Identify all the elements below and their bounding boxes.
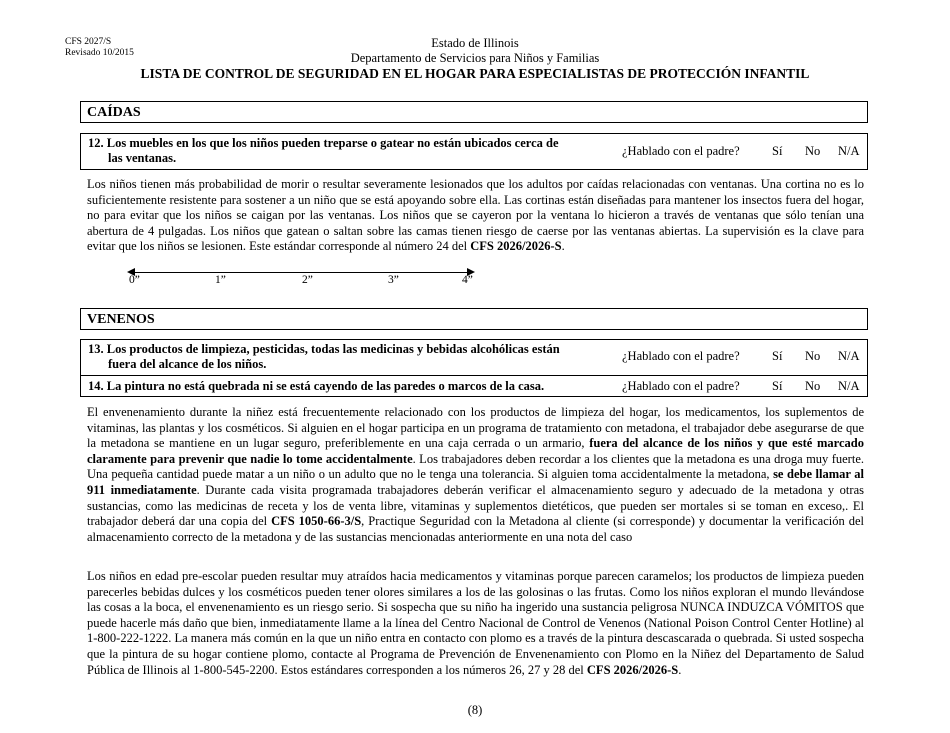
- ruler-tick-2: 2”: [302, 274, 313, 286]
- item-13-asked-parent[interactable]: ¿Hablado con el padre?: [622, 349, 740, 363]
- item-14-no-option[interactable]: No: [805, 379, 821, 393]
- item-12-asked-parent[interactable]: ¿Hablado con el padre?: [622, 144, 740, 158]
- item-12-yes-option[interactable]: Sí: [772, 144, 783, 158]
- item-12-text: 12. Los muebles en los que los niños pueden treparse o gatear no están ubicados cerca de las ventanas.: [88, 136, 559, 165]
- item-14-text: 14. La pintura no está quebrada ni se está cayendo de las paredes o marcos de la casa.: [88, 379, 545, 393]
- item-13-na-option[interactable]: N/A: [838, 349, 860, 363]
- falls-explanation-end: .: [561, 239, 565, 254]
- poisons-p1-part-c: . Los trabajadores deben recordar a los clientes que la metadona es una droga muy fuerte. Una pequeña cantidad puede matar a un niño o un adulto que no le tenga una tolerancia. Si alguien toma accidentalmente la metadona,: [87, 451, 864, 482]
- ruler-line: [132, 272, 472, 273]
- item-12-na-option[interactable]: N/A: [838, 144, 860, 158]
- poisons-p1-part-a: El envenenamiento durante la niñez está frecuentemente relacionado con los productos de limpieza del hogar, los medicamentos, los suplementos de vitaminas, las plantas y los cosméticos. Si alguien en el hogar participa en un programa de tratamiento con metadona, el trabajador debe asegurarse de que la metadona se mantiene en un lugar seguro, preferiblemente en una caja cerrada o un armario,: [87, 405, 864, 451]
- poisons-p1-bold-911: se debe llamar al 911 inmediatamente: [87, 467, 865, 497]
- ruler-tick-3: 3”: [388, 274, 399, 286]
- falls-explanation: [87, 177, 864, 255]
- item-13-text: 13. Los productos de limpieza, pesticidas, todas las medicinas y bebidas alcohólicas están fuera del alcance de los niños.: [88, 342, 560, 371]
- item-13-yes-option[interactable]: Sí: [772, 349, 783, 363]
- page-number: (8): [467, 703, 483, 717]
- item-12-no-option[interactable]: No: [805, 144, 821, 158]
- falls-explanation-text: Los niños tienen más probabilidad de morir o resultar severamente lesionados que los adultos por caídas relacionadas con ventanas. Una cortina no es lo suficientemente resistente para sostener a un niño que se está apoyando sobre ella. Las cortinas están diseñadas para mantener los insectos fuera del hogar, no para evitar que los niños se caigan por las ventanas. Los niños que se cayeron por la ventana lo hicieron a través de ventanas que sólo tenían una abertura de 4 pulgadas. Los niños que gatean o saltan sobre las camas tienen riesgo de caerse por las ventanas abiertas. La supervisión es la clave para evitar que los niños se lesionen. Este estándar corresponde al número 24 del: [87, 177, 864, 254]
- item-14-na-option[interactable]: N/A: [838, 379, 860, 393]
- ruler-tick-1: 1”: [215, 274, 226, 286]
- section-heading-poisons: VENENOS: [80, 308, 868, 330]
- form-number: CFS 2027/S: [65, 37, 112, 47]
- poisons-p2-standard-ref: CFS 2026/2026-S: [586, 662, 679, 677]
- state-name: Estado de Illinois: [431, 36, 519, 50]
- poisons-p1-bold-storage: fuera del alcance de los niños y que esté marcado claramente para prevenir que nadie lo tome accidentalmente: [87, 436, 864, 466]
- poisons-p2-end: .: [678, 662, 682, 677]
- form-revision: Revisado 10/2015: [65, 48, 134, 58]
- poisons-p2-text: Los niños en edad pre-escolar pueden resultar muy atraídos hacia medicamentos y vitaminas porque parecen caramelos; los productos de limpieza pueden parecerles bebidas dulces y los cosméticos pueden tener olores similares a los de las golosinas o las frutas. Como los niños exploran el mundo llevándose las cosas a la boca, el envenenamiento es un riesgo serio. Si sospecha que su niño ha ingerido una sustancia peligrosa NUNCA INDUZCA VÓMITOS que puede hacerle más daño que bien, inmediatamente llame a la línea del Centro Nacional de Control de Venenos (National Poison Control Center Hotline) al 1-800-222-1222. La manera más común en la que un niño entra en contacto con plomo es a través de la pintura descascarada o quebrada. Si usted sospecha que la pintura de su hogar contiene plomo, contacte al Programa de Prevención de Envenenamiento con Plomo en la Niñez del Departamento de Salud Pública de Illinois al 1-800-545-2200. Estos estándares corresponden a los números 26, 27 y 28 del: [87, 569, 864, 677]
- falls-standard-ref: CFS 2026/2026-S: [470, 239, 562, 254]
- item-13-no-option[interactable]: No: [805, 349, 821, 363]
- poisons-explanation-1: [87, 405, 864, 545]
- section-heading-falls: CAÍDAS: [80, 101, 868, 123]
- item-14-asked-parent[interactable]: ¿Hablado con el padre?: [622, 379, 740, 393]
- checklist-item-13: [80, 339, 868, 376]
- checklist-item-14: [80, 375, 868, 397]
- checklist-item-12: [80, 133, 868, 170]
- item-14-yes-option[interactable]: Sí: [772, 379, 783, 393]
- ruler-tick-0: 0”: [129, 274, 140, 286]
- poisons-p1-form-ref: CFS 1050-66-3/S: [271, 514, 362, 529]
- poisons-explanation-2: [87, 569, 864, 678]
- poisons-p1-part-e: . Durante cada visita programada trabajadores deberán verificar el almacenamiento seguro y adecuado de la metadona y otras sustancias, como las medicinas de receta y los de venta libre, vitaminas y suplementos dietéticos, que pueden ser mortales si se toman en exceso,. El trabajador deberá dar una copia del: [87, 482, 864, 529]
- poisons-p1-part-g: , Practique Seguridad con la Metadona al cliente (si corresponde) y documentar la verificación del almacenamiento correcto de la metadona y de las sustancias mencionadas anteriormente en una nota del caso: [87, 514, 864, 544]
- department-name: Departamento de Servicios para Niños y Familias: [350, 51, 600, 65]
- ruler-tick-4: 4”: [462, 274, 473, 286]
- page-title: LISTA DE CONTROL DE SEGURIDAD EN EL HOGAR PARA ESPECIALISTAS DE PROTECCIÓN INFANTIL: [140, 66, 810, 81]
